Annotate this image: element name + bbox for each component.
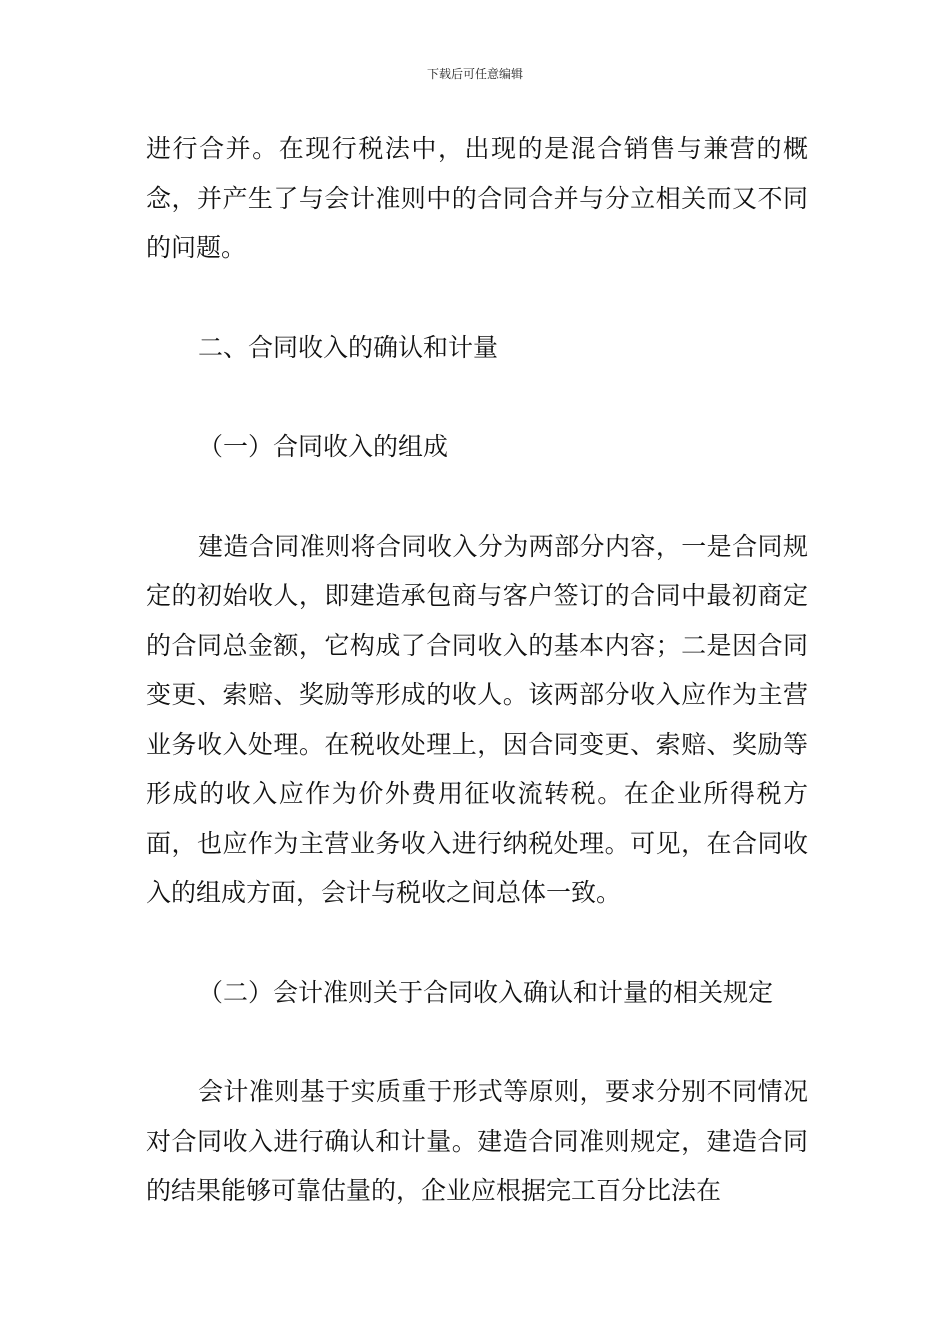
section-heading: 二、合同收入的确认和计量 (198, 332, 499, 362)
subsection-heading-2: （二）会计准则关于合同收入确认和计量的相关规定 (198, 977, 774, 1007)
paragraph-accounting-standards: 会计准则基于实质重于形式等原则，要求分别不同情况对合同收入进行确认和计量。建造合同准则规定，建造合同的结果能够可靠估量的，企业应根据完工百分比法在 (146, 1077, 808, 1205)
paragraph-continuation: 进行合并。在现行税法中，出现的是混合销售与兼营的概念，并产生了与会计准则中的合同合并与分立相关而又不同的问题。 (146, 134, 808, 262)
paragraph-contract-revenue-composition: 建造合同准则将合同收入分为两部分内容，一是合同规定的初始收人，即建造承包商与客户签订的合同中最初商定的合同总金额，它构成了合同收入的基本内容；二是因合同变更、索赔、奖励等形成的收人。该两部分收入应作为主营业务收入处理。在税收处理上，因合同变更、索赔、奖励等形成的收入应作为价外费用征收流转税。在企业所得税方面，也应作为主营业务收入进行纳税处理。可见，在合同收入的组成方面，会计与税收之间总体一致。 (146, 531, 808, 907)
subsection-heading-1: （一）合同收入的组成 (198, 432, 449, 461)
document-body (146, 124, 808, 1216)
page-header: 下载后可任意编辑 (426, 67, 523, 81)
